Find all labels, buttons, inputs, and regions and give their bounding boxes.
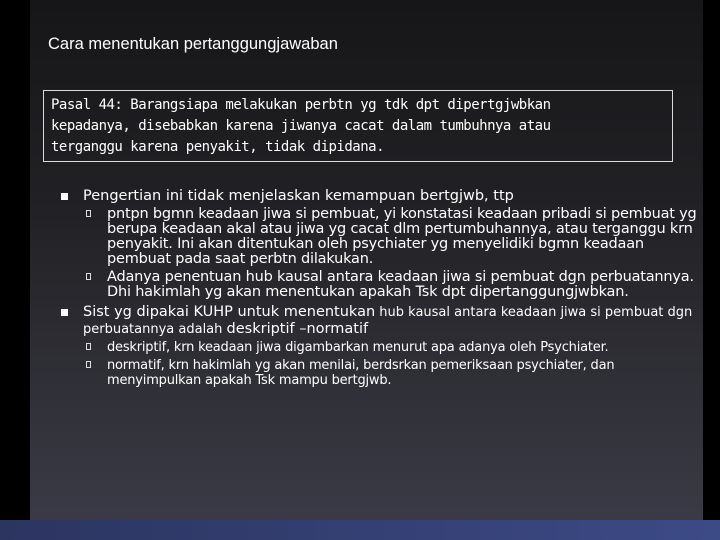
bullet-item	[58, 188, 698, 300]
slide-content	[58, 188, 698, 392]
quote-box: Pasal 44: Barangsiapa melakukan perbtn yg tdk dpt dipertgjwbkan kepadanya, disebabkan karena jiwanya cacat dalam tumbuhnya atau terganggu karena penyakit, tidak dipidana.	[43, 90, 673, 162]
sub-bullet-list	[83, 340, 698, 388]
hollow-square-bullet-icon	[86, 343, 91, 350]
bullet-text: Pengertian ini tidak menjelaskan kemampuan bertgjwb, ttp	[83, 188, 514, 204]
bullet-text-emphasis: deskriptif –normatif	[226, 321, 369, 337]
bullet-list	[58, 188, 698, 388]
sub-bullet-list	[83, 207, 698, 300]
right-edge-bar	[703, 0, 720, 540]
sub-bullet-item	[83, 358, 698, 388]
title-accent-bar	[18, 52, 30, 82]
sub-bullet-text: Adanya penentuan hub kausal antara keadaan jiwa si pembuat dgn perbuatannya. Dhi hakimlah yg akan menentukan apakah Tsk dpt dipertanggungjwbkan.	[107, 269, 694, 300]
square-bullet-icon	[61, 193, 68, 200]
bullet-text: Sist yg dipakai KUHP untuk menentukan	[83, 304, 376, 320]
bullet-item	[58, 304, 698, 388]
hollow-square-bullet-icon	[86, 273, 91, 280]
sub-bullet-item	[83, 340, 698, 355]
hollow-square-bullet-icon	[86, 210, 91, 217]
sub-bullet-text: deskriptif, krn keadaan jiwa digambarkan menurut apa adanya oleh Psychiater.	[107, 340, 609, 355]
hollow-square-bullet-icon	[86, 361, 91, 368]
bullet-text-small: hub kausal antara keadaan jiwa si pembuat dgn perbuatannya adalah	[83, 305, 693, 337]
square-bullet-icon	[61, 309, 68, 316]
bottom-accent-strip	[0, 520, 720, 540]
sub-bullet-item	[83, 270, 698, 300]
sub-bullet-item	[83, 207, 698, 267]
sub-bullet-text: pntpn bgmn keadaan jiwa si pembuat, yi konstatasi keadaan pribadi si pembuat yg berupa keadaan akal atau jiwa yg cacat dlm pertumbuhannya, atau terganggu krn penyakit. Ini akan ditentukan oleh psychiater yg menyelidiki bgmn keadaan pembuat pada saat perbtn dilakukan.	[107, 206, 697, 267]
slide-title: Cara menentukan pertanggungjawaban	[48, 35, 338, 53]
sub-bullet-text: normatif, krn hakimlah yg akan menilai, berdsrkan pemeriksaan psychiater, dan menyimpulkan apakah Tsk mampu bertgjwb.	[107, 358, 615, 388]
